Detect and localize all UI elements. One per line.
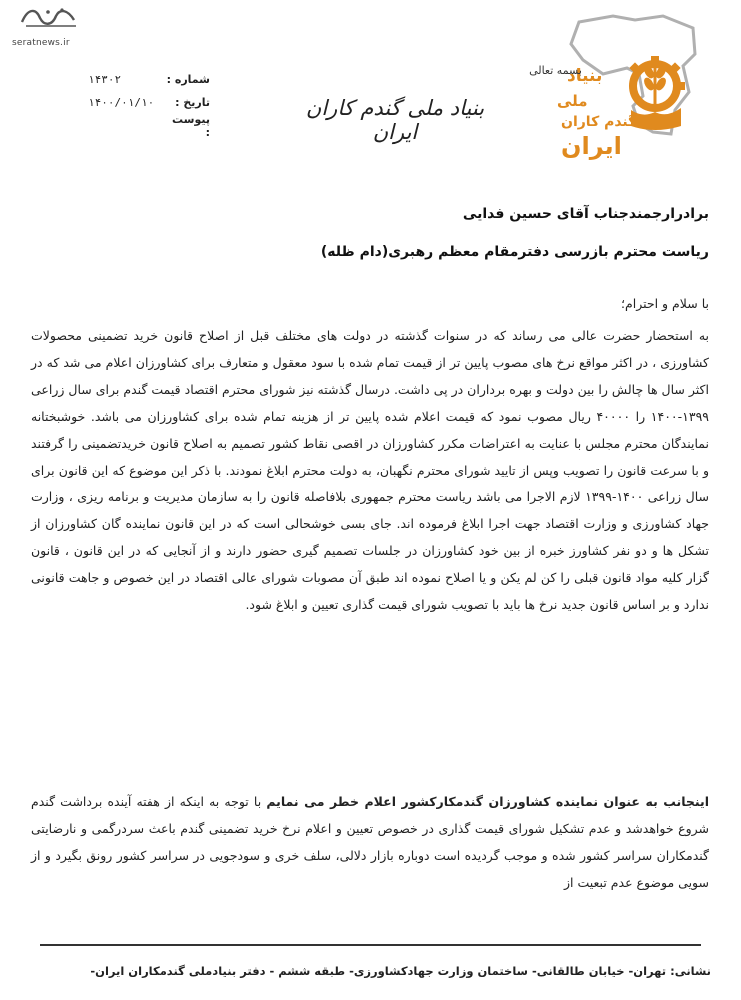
date-value: ۱۴۰۰/۰۱/۱۰ xyxy=(88,96,155,109)
attachment-label: پیوست : xyxy=(172,112,210,139)
recipient-title: ریاست محترم بازرسی دفترمقام معظم رهبری(دام ظله) xyxy=(320,244,709,260)
watermark xyxy=(8,4,104,48)
number-value: ۱۴۳۰۲ xyxy=(88,73,122,86)
logo-text-line3: گندم کاران xyxy=(561,114,637,130)
paragraph-2-rest: با توجه به اینکه از هفته آینده برداشت گندم شروع خواهدشد و عدم تشکیل شورای قیمت گذاری در خصوص تعیین و اعلام نرخ خرید تضمینی گندم باعث سردرگمی و نارضایتی گندمکاران سراسر کشور شده و موجب گردیده است دوباره بازار دلالی، سلف خری و سودجویی در سراسر کشور رونق بگیرد و از سویی موضوع عدم تبعیت از xyxy=(31,794,709,890)
footer-address: نشانی: تهران- خیابان طالقانی- ساختمان وزارت جهادکشاورزی- طبقه ششم - دفتر بنیادملی گندمکاران ایران- xyxy=(90,964,711,978)
meta-date-row xyxy=(80,91,210,114)
footer-divider xyxy=(40,944,701,946)
paragraph-2-text xyxy=(31,788,709,896)
basmala: بسمه تعالی xyxy=(529,64,582,77)
body-paragraph-2 xyxy=(31,788,709,896)
number-label: شماره : xyxy=(166,73,210,86)
watermark-text: seratnews.ir xyxy=(12,38,70,48)
org-logo xyxy=(543,14,703,164)
meta-number-row xyxy=(80,68,210,91)
logo-text-line1: بنیاد xyxy=(567,66,603,86)
logo-text-line2: ملی xyxy=(557,92,588,110)
meta-attachment-row xyxy=(80,114,210,137)
paragraph-2-bold: اینجانب به عنوان نماینده کشاورزان گندمکارکشور اعلام خطر می نمایم xyxy=(266,794,709,809)
org-title: بنیاد ملی گندم کاران ایران xyxy=(305,96,485,144)
logo-text-line4: ایران xyxy=(561,132,622,160)
letter-meta xyxy=(80,68,210,137)
paragraph-1-text: به استحضار حضرت عالی می رساند که در سنوات گذشته در دولت های مختلف قبل از اصلاح قانون خرید تضمینی محصولات کشاورزی ، در اکثر مواقع نرخ های مصوب پایین تر از قیمت تمام شده با سود معقول و متعارف برای کشاورزان اعلام می شد که در اکثر سال ها چالش را بین دولت و بهره برداران در پی داشت. درسال گذشته نیز شورای محترم اقتصاد قیمت گندم برای سال زراعی ۱۳۹۹-۱۴۰۰ را ۴۰۰۰۰ ریال مصوب نمود که قیمت اعلام شده پایین تر از هزینه تمام شده برای کشاورزان می باشد. خوشبختانه نمایندگان محترم مجلس با عنایت به اعتراضات مکرر کشاورزان در اقصی نقاط کشور تصمیم به اصلاح قانون خریدتضمینی را گرفتند و با سرعت قانون را تصویب وپس از تایید شورای محترم نگهبان، به دولت محترم ابلاغ نمودند. با ذکر این موضوع که این قانون برای سال زراعی ۱۴۰۰-۱۳۹۹ لازم الاجرا می باشد ریاست محترم جمهوری بلافاصله قانون را به سازمان مدیریت و برنامه ریزی ، وزارت جهاد کشاورزی و وزارت اقتصاد جهت اجرا ابلاغ فرموده اند. جای بسی خوشحالی است که در این قانون نماینده گان کشاورزان از تشکل ها و دو نفر کشاورز خبره از بین خود کشاورزان در جلسات تصمیم گیری حضور دارند و از آنجایی که در این قانون ، قانون گزار کلیه مواد قانون قبلی را کن لم یکن و یا اصلاح نموده اند طبق آن مصوبات شورای عالی اقتصاد در این خصوص و جاهت قانونی ندارد و بر اساس قانون جدید نرخ ها باید با تصویب شورای قیمت گذاری تعیین و ابلاغ شود. xyxy=(31,328,710,613)
greeting: با سلام و احترام؛ xyxy=(621,296,709,311)
recipient-name: برادرارجمندجناب آقای حسین فدایی xyxy=(462,206,709,222)
date-label: تاریخ : xyxy=(175,96,210,109)
body-paragraph-1 xyxy=(31,323,709,619)
news-logo-icon xyxy=(18,4,82,30)
